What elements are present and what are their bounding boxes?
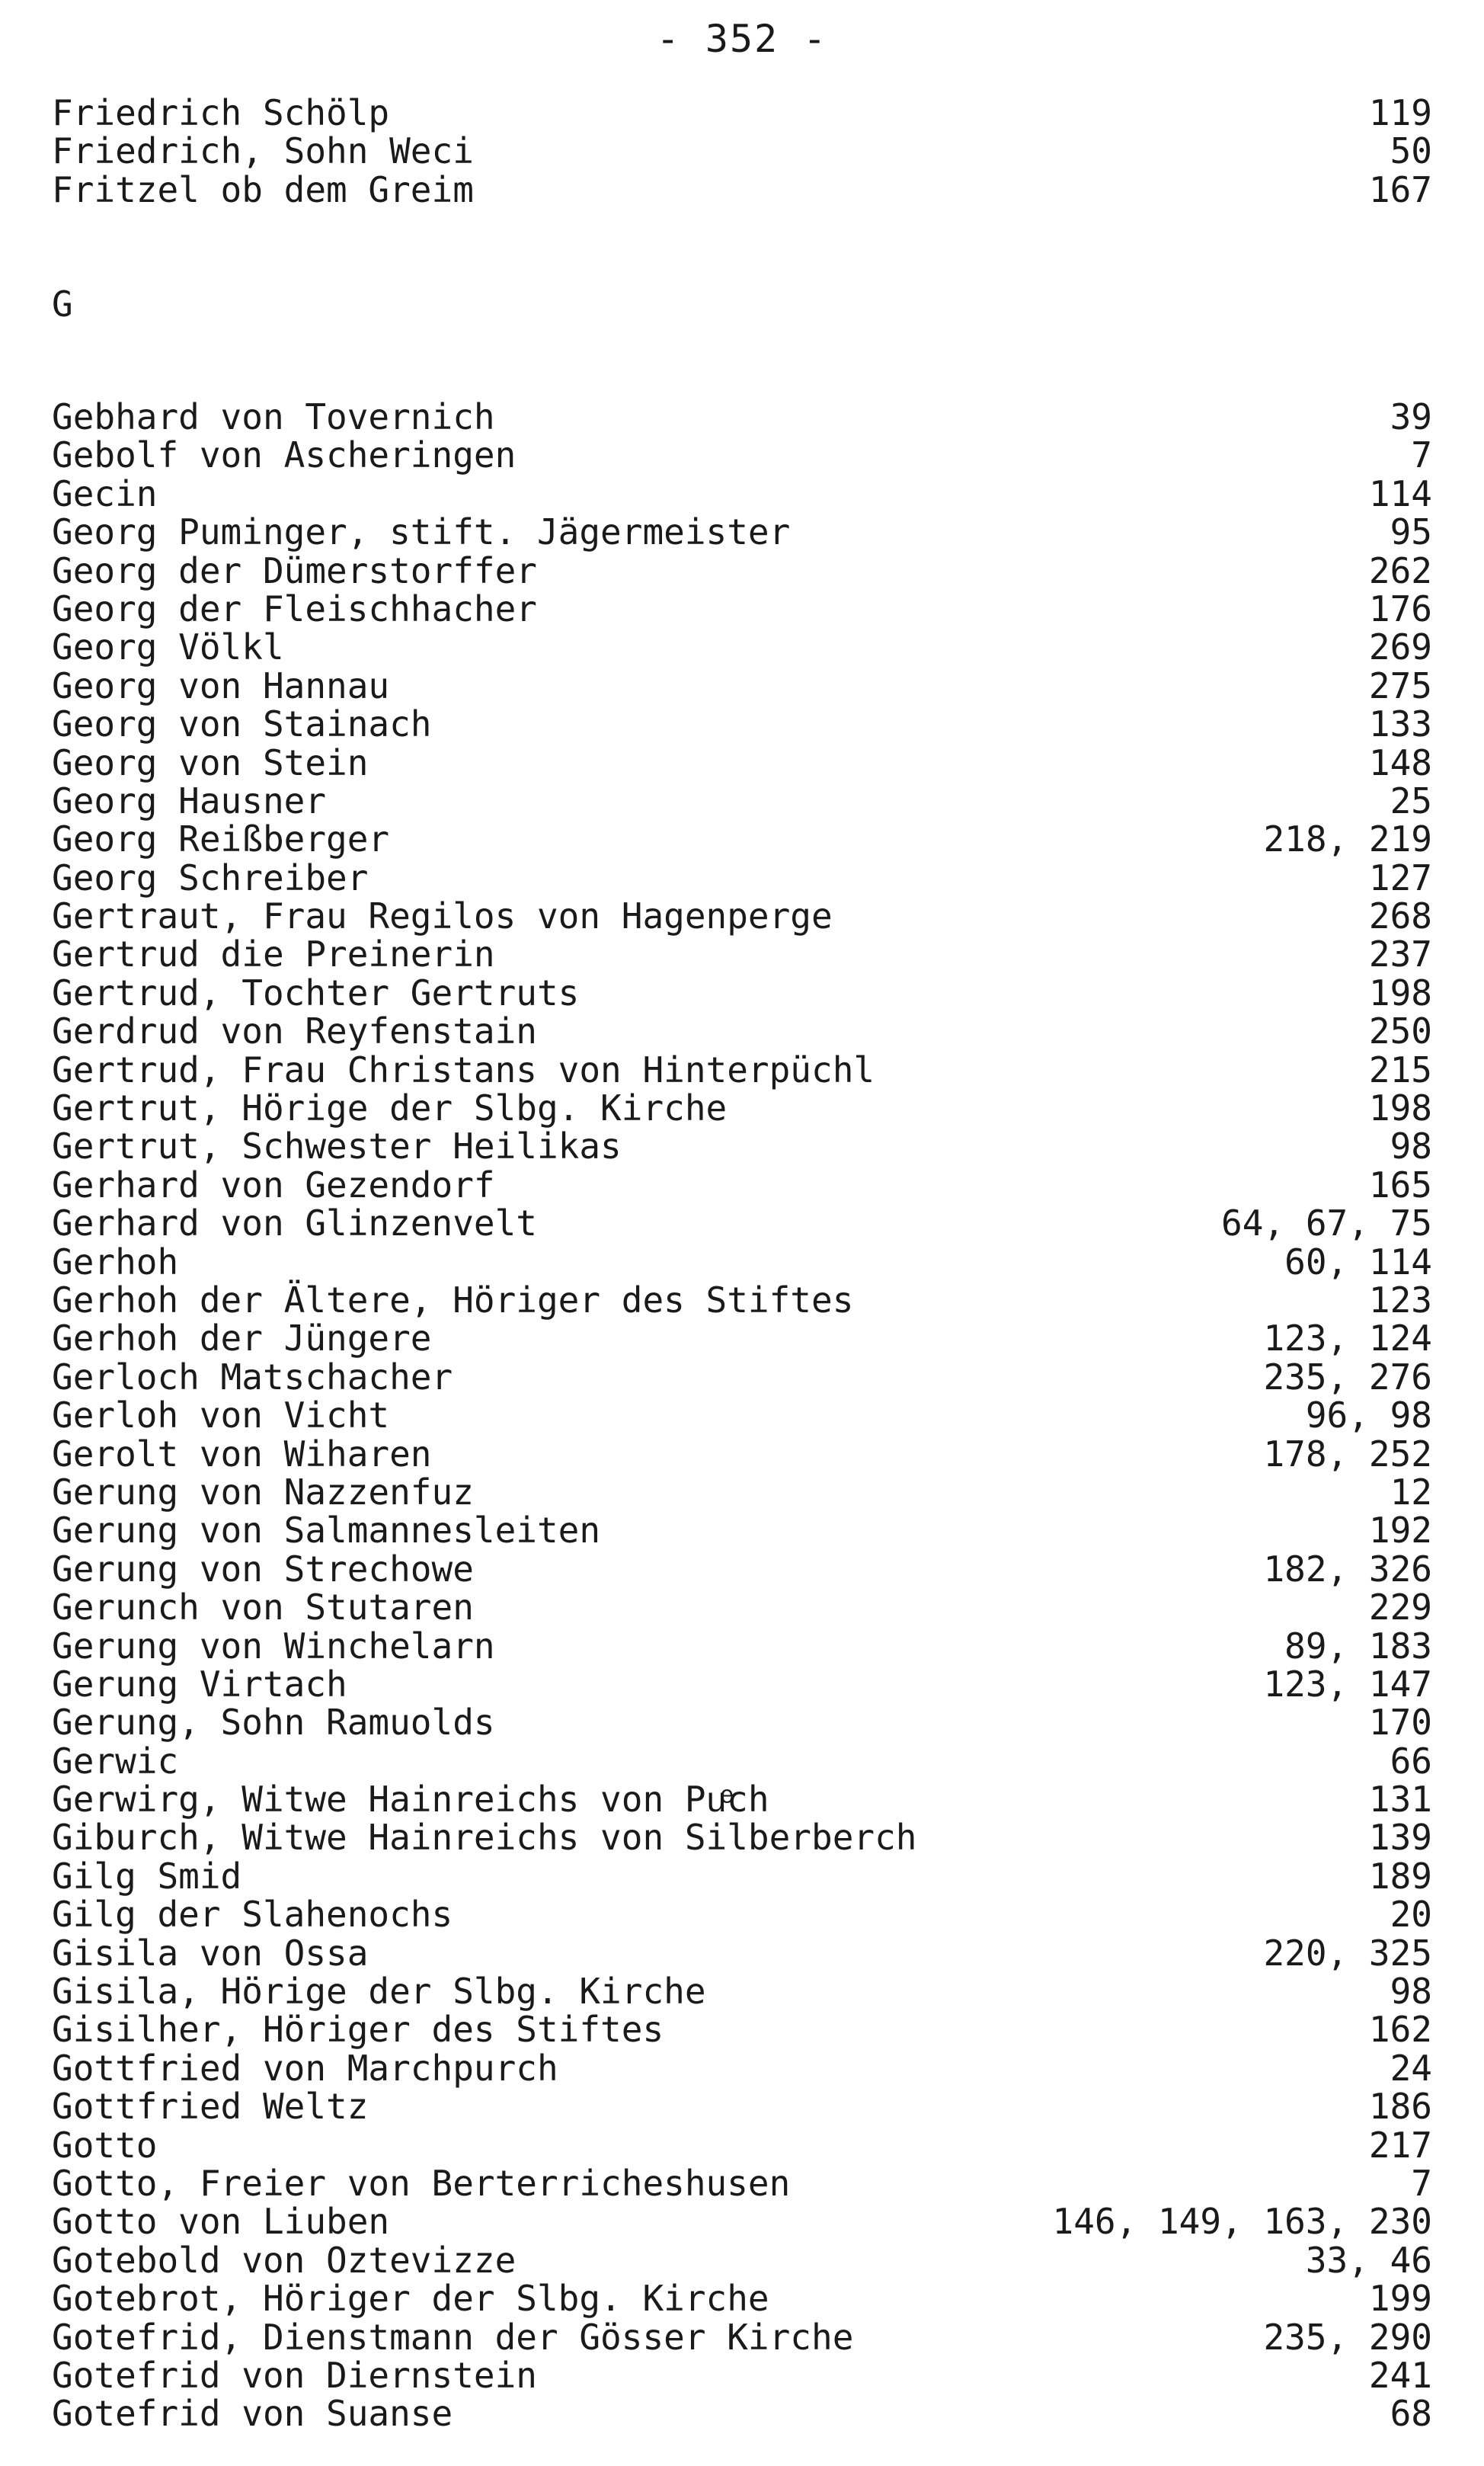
index-entry xyxy=(52,1550,1432,1588)
entry-pages: 268 xyxy=(1368,895,1432,937)
entry-name: Gerhoh xyxy=(52,1241,179,1283)
index-entry xyxy=(52,1894,1432,1936)
entry-pages: 186 xyxy=(1368,2086,1432,2128)
entry-pages: 68 xyxy=(1390,2393,1432,2435)
index-entry xyxy=(52,935,1432,973)
entry-name: Gilg Smid xyxy=(52,1855,242,1897)
index-entry xyxy=(52,2126,1432,2164)
entry-pages: 39 xyxy=(1390,396,1432,437)
entry-pages: 241 xyxy=(1368,2354,1432,2396)
entry-name: Gebolf von Ascheringen xyxy=(52,434,517,476)
entry-pages: 25 xyxy=(1390,780,1432,821)
index-entry xyxy=(52,2049,1432,2087)
index-entry xyxy=(52,705,1432,743)
entry-pages: 119 xyxy=(1368,92,1432,133)
index-entry xyxy=(52,2009,1432,2051)
index-entry xyxy=(52,2278,1432,2320)
entry-pages: 123, 124 xyxy=(1263,1318,1432,1360)
index-entry xyxy=(52,2086,1432,2128)
entry-name: Gertrud, Frau Christans von Hinterpüchl xyxy=(52,1049,875,1090)
entry-name: Georg der Fleischhacher xyxy=(52,588,537,629)
entry-name: Gisilher, Höriger des Stiftes xyxy=(52,2009,664,2051)
entry-pages: 167 xyxy=(1368,168,1432,210)
index-entry xyxy=(52,1473,1432,1511)
index-entry xyxy=(52,2201,1432,2243)
entry-pages: 60, 114 xyxy=(1284,1241,1432,1283)
entry-name: Gotto von Liuben xyxy=(52,2201,390,2243)
index-entry xyxy=(52,1665,1432,1703)
entry-name: Gottfried von Marchpurch xyxy=(52,2047,558,2089)
entry-pages: 250 xyxy=(1368,1010,1432,1052)
entry-pages: 95 xyxy=(1390,511,1432,553)
index-entry xyxy=(52,398,1432,436)
entry-pages: 139 xyxy=(1368,1817,1432,1859)
entry-name: Gilg der Slahenochs xyxy=(52,1894,453,1936)
entry-pages: 275 xyxy=(1368,665,1432,706)
index-entry xyxy=(52,1396,1432,1434)
entry-name: Gerwirg, Witwe Hainreichs von Puͤch xyxy=(52,1779,769,1821)
entry-name: Gotefrid, Dienstmann der Gösser Kirche xyxy=(52,2316,854,2358)
entry-pages: 198 xyxy=(1368,972,1432,1014)
index-entry xyxy=(52,667,1432,705)
entry-pages: 7 xyxy=(1411,434,1432,476)
index-entry xyxy=(52,168,1432,210)
entry-name: Gerhard von Gezendorf xyxy=(52,1164,495,1206)
entry-name: Gertraut, Frau Regilos von Hagenperge xyxy=(52,895,833,937)
entry-name: Gerhoh der Jüngere xyxy=(52,1318,432,1360)
entry-pages: 89, 183 xyxy=(1284,1625,1432,1667)
index-entry xyxy=(52,741,1432,783)
entry-name: Georg Schreiber xyxy=(52,857,369,898)
entry-pages: 98 xyxy=(1390,1126,1432,1167)
index-entry xyxy=(52,436,1432,474)
entry-name: Gotefrid von Diernstein xyxy=(52,2354,537,2396)
entry-name: Gerung von Salmannesleiten xyxy=(52,1510,601,1552)
entry-pages: 133 xyxy=(1368,703,1432,745)
index-entry xyxy=(52,859,1432,897)
entry-pages: 165 xyxy=(1368,1164,1432,1206)
entry-pages: 220, 325 xyxy=(1263,1932,1432,1974)
entry-name: Gotto xyxy=(52,2124,158,2166)
index-entry xyxy=(52,1051,1432,1089)
entry-pages: 148 xyxy=(1368,741,1432,783)
index-entry xyxy=(52,1358,1432,1396)
entry-pages: 7 xyxy=(1411,2162,1432,2204)
index-entry xyxy=(52,2164,1432,2202)
index-entry xyxy=(52,1204,1432,1242)
entry-pages: 198 xyxy=(1368,1087,1432,1129)
index-entry xyxy=(52,1281,1432,1319)
entry-name: Gotebold von Oztevizze xyxy=(52,2239,517,2281)
entry-pages: 131 xyxy=(1368,1779,1432,1821)
entry-name: Gerloh von Vicht xyxy=(52,1395,390,1436)
entry-pages: 20 xyxy=(1390,1894,1432,1936)
index-entry xyxy=(52,2318,1432,2356)
entry-pages: 123 xyxy=(1368,1279,1432,1321)
entry-pages: 189 xyxy=(1368,1855,1432,1897)
entry-pages: 218, 219 xyxy=(1263,818,1432,860)
index-entry xyxy=(52,1243,1432,1281)
index-entry xyxy=(52,2356,1432,2394)
entry-name: Gerung von Strechowe xyxy=(52,1548,474,1590)
index-entry xyxy=(52,1510,1432,1552)
index-entry xyxy=(52,628,1432,666)
entry-pages: 182, 326 xyxy=(1263,1548,1432,1590)
entry-pages: 24 xyxy=(1390,2047,1432,2089)
entry-name: Gerhoh der Ältere, Höriger des Stiftes xyxy=(52,1279,854,1321)
entry-name: Gerung Virtach xyxy=(52,1663,347,1705)
index-entry xyxy=(52,132,1432,170)
entry-pages: 237 xyxy=(1368,934,1432,975)
entry-name: Georg von Stainach xyxy=(52,703,432,745)
entry-name: Gertrud, Tochter Gertruts xyxy=(52,972,580,1014)
entry-pages: 176 xyxy=(1368,588,1432,629)
section-heading-g: G xyxy=(52,283,73,325)
entry-pages: 229 xyxy=(1368,1587,1432,1629)
entry-pages: 33, 46 xyxy=(1305,2239,1432,2281)
entry-name: Gecin xyxy=(52,472,158,514)
entry-name: Georg Hausner xyxy=(52,780,327,821)
index-entry xyxy=(52,1971,1432,2013)
entry-name: Georg von Hannau xyxy=(52,665,390,706)
entry-name: Gisila, Hörige der Slbg. Kirche xyxy=(52,1971,706,2013)
index-entry xyxy=(52,1089,1432,1127)
index-entry xyxy=(52,1166,1432,1204)
index-entry xyxy=(52,472,1432,514)
entry-name: Fritzel ob dem Greim xyxy=(52,168,474,210)
entry-pages: 199 xyxy=(1368,2278,1432,2320)
entry-pages: 192 xyxy=(1368,1510,1432,1552)
entry-name: Gottfried Weltz xyxy=(52,2086,369,2128)
entry-name: Gertrut, Schwester Heilikas xyxy=(52,1126,622,1167)
entry-name: Gotebrot, Höriger der Slbg. Kirche xyxy=(52,2278,769,2320)
entry-pages: 127 xyxy=(1368,857,1432,898)
entry-pages: 114 xyxy=(1368,472,1432,514)
entry-name: Gerunch von Stutaren xyxy=(52,1587,474,1629)
index-entry xyxy=(52,1702,1432,1744)
entry-name: Gerdrud von Reyfenstain xyxy=(52,1010,537,1052)
entry-name: Gisila von Ossa xyxy=(52,1932,369,1974)
index-entry xyxy=(52,1934,1432,1972)
index-list-f xyxy=(52,94,1432,209)
entry-name: Friedrich, Sohn Weci xyxy=(52,130,474,172)
entry-pages: 215 xyxy=(1368,1049,1432,1090)
index-entry xyxy=(52,1127,1432,1165)
entry-name: Gerloch Matschacher xyxy=(52,1356,453,1398)
entry-name: Gerhard von Glinzenvelt xyxy=(52,1203,537,1244)
entry-pages: 162 xyxy=(1368,2009,1432,2051)
index-entry xyxy=(52,1318,1432,1360)
entry-name: Gotefrid von Suanse xyxy=(52,2393,453,2435)
entry-pages: 98 xyxy=(1390,1971,1432,2013)
index-entry xyxy=(52,1627,1432,1665)
index-entry xyxy=(52,782,1432,820)
entry-name: Gebhard von Tovernich xyxy=(52,396,495,437)
index-entry xyxy=(52,2241,1432,2279)
index-entry xyxy=(52,974,1432,1012)
entry-pages: 50 xyxy=(1390,130,1432,172)
entry-pages: 66 xyxy=(1390,1740,1432,1782)
index-entry xyxy=(52,1817,1432,1859)
entry-pages: 12 xyxy=(1390,1471,1432,1513)
entry-name: Gertrut, Hörige der Slbg. Kirche xyxy=(52,1087,728,1129)
index-entry xyxy=(52,549,1432,591)
index-entry xyxy=(52,1012,1432,1050)
entry-name: Gerung von Winchelarn xyxy=(52,1625,495,1667)
entry-name: Georg Völkl xyxy=(52,626,284,668)
entry-pages: 170 xyxy=(1368,1702,1432,1744)
entry-pages: 217 xyxy=(1368,2124,1432,2166)
page-number: - 352 - xyxy=(656,17,828,61)
entry-name: Georg Puminger, stift. Jägermeister xyxy=(52,511,791,553)
index-entry xyxy=(52,1779,1432,1821)
index-entry xyxy=(52,2393,1432,2435)
entry-pages: 178, 252 xyxy=(1263,1433,1432,1475)
index-entry xyxy=(52,513,1432,551)
entry-pages: 96, 98 xyxy=(1305,1395,1432,1436)
entry-pages: 123, 147 xyxy=(1263,1663,1432,1705)
entry-name: Gerolt von Wiharen xyxy=(52,1433,432,1475)
entry-name: Gotto, Freier von Berterricheshusen xyxy=(52,2162,791,2204)
entry-name: Gerung, Sohn Ramuolds xyxy=(52,1702,495,1744)
entry-name: Gerwic xyxy=(52,1740,179,1782)
entry-name: Georg von Stein xyxy=(52,741,369,783)
entry-pages: 235, 276 xyxy=(1263,1356,1432,1398)
index-list-g xyxy=(52,398,1432,2433)
index-entry xyxy=(52,94,1432,132)
entry-name: Georg Reißberger xyxy=(52,818,390,860)
entry-name: Friedrich Schölp xyxy=(52,92,390,133)
entry-name: Gerung von Nazzenfuz xyxy=(52,1471,474,1513)
index-entry xyxy=(52,1857,1432,1895)
entry-pages: 269 xyxy=(1368,626,1432,668)
index-entry xyxy=(52,897,1432,935)
index-entry xyxy=(52,820,1432,858)
entry-pages: 64, 67, 75 xyxy=(1221,1203,1432,1244)
entry-name: Gertrud die Preinerin xyxy=(52,934,495,975)
index-entry xyxy=(52,1742,1432,1780)
index-entry xyxy=(52,1435,1432,1473)
entry-name: Georg der Dümerstorffer xyxy=(52,549,537,591)
entry-name: Giburch, Witwe Hainreichs von Silberberch xyxy=(52,1817,917,1859)
entry-pages: 146, 149, 163, 230 xyxy=(1052,2201,1432,2243)
index-entry xyxy=(52,1587,1432,1629)
index-entry xyxy=(52,590,1432,628)
entry-pages: 235, 290 xyxy=(1263,2316,1432,2358)
entry-pages: 262 xyxy=(1368,549,1432,591)
